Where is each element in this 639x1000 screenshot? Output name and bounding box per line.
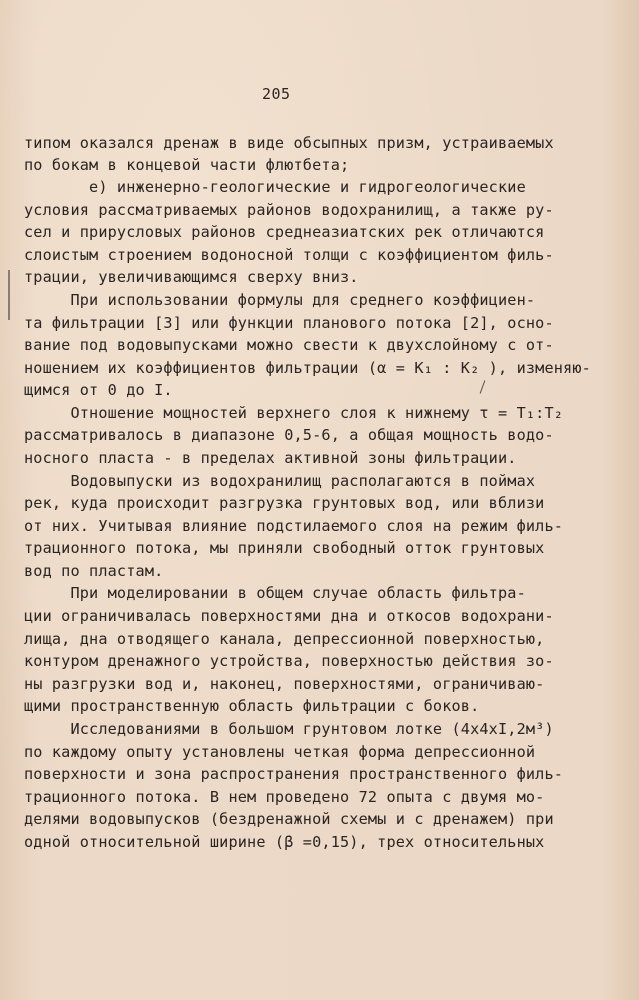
text-line: слоистым строением водоносной толщи с коэффициентом филь- — [24, 246, 554, 264]
text-line: от них. Учитывая влияние подстилаемого слоя на режим филь- — [24, 517, 564, 535]
text-line: лища, дна отводящего канала, депрессионной поверхностью, — [24, 630, 545, 648]
text-line: сел и прирусловых районов среднеазиатских рек отличаются — [24, 223, 545, 241]
text-line: типом оказался дренаж в виде обсыпных призм, устраиваемых — [24, 134, 554, 152]
text-line: рек, куда происходит разгрузка грунтовых вод, или вблизи — [24, 494, 545, 512]
text-line: При использовании формулы для среднего коэффициен- — [24, 291, 536, 309]
text-line: щими пространственную область фильтрации с боков. — [24, 697, 480, 715]
text-line: ны разгрузки вод и, наконец, поверхностями, ограничиваю- — [24, 675, 545, 693]
text-line: вание под водовыпусками можно свести к двухслойному с от- — [24, 336, 554, 354]
text-line: носного пласта - в пределах активной зоны фильтрации. — [24, 449, 517, 467]
text-line: Исследованиями в большом грунтовом лотке (4х4хI,2м³) — [24, 720, 554, 738]
text-line: При моделировании в общем случае область фильтра- — [24, 584, 526, 602]
text-line: вод по пластам. — [24, 562, 164, 580]
binding-mark — [8, 270, 10, 320]
text-line: ции ограничивалась поверхностями дна и откосов водохрани- — [24, 607, 554, 625]
text-line: контуром дренажного устройства, поверхностью действия зо- — [24, 652, 554, 670]
text-line: Водовыпуски из водохранилищ располагаются в поймах — [24, 472, 536, 490]
text-line: по каждому опыту установлены четкая форма депрессионной — [24, 743, 536, 761]
pen-mark — [480, 380, 486, 393]
text-line: Отношение мощностей верхнего слоя к нижнему τ = T₁:T₂ — [24, 404, 564, 422]
text-line: по бокам в концевой части флютбета; — [24, 156, 350, 174]
text-line: щимся от 0 до I. — [24, 381, 173, 399]
text-line: ношением их коэффициентов фильтрации (α = K₁ : K₂ ), изменяю- — [24, 359, 591, 377]
text-line: одной относительной ширине (β =0,15), трех относительных — [24, 833, 545, 851]
text-line: е) инженерно-геологические и гидрогеологические — [24, 178, 526, 196]
text-line: поверхности и зона распространения пространственного филь- — [24, 765, 564, 783]
page-number: 205 — [262, 85, 291, 103]
text-line: трационного потока. В нем проведено 72 опыта с двумя мо- — [24, 788, 545, 806]
text-line: рассматривалось в диапазоне 0,5-6, а общая мощность водо- — [24, 426, 554, 444]
text-line: делями водовыпусков (бездренажной схемы и с дренажем) при — [24, 810, 554, 828]
text-line: та фильтрации [3] или функции планового потока [2], осно- — [24, 314, 554, 332]
text-line: условия рассматриваемых районов водохранилищ, а также ру- — [24, 201, 554, 219]
text-line: трационного потока, мы приняли свободный отток грунтовых — [24, 539, 545, 557]
text-line: трации, увеличивающимся сверху вниз. — [24, 268, 359, 286]
